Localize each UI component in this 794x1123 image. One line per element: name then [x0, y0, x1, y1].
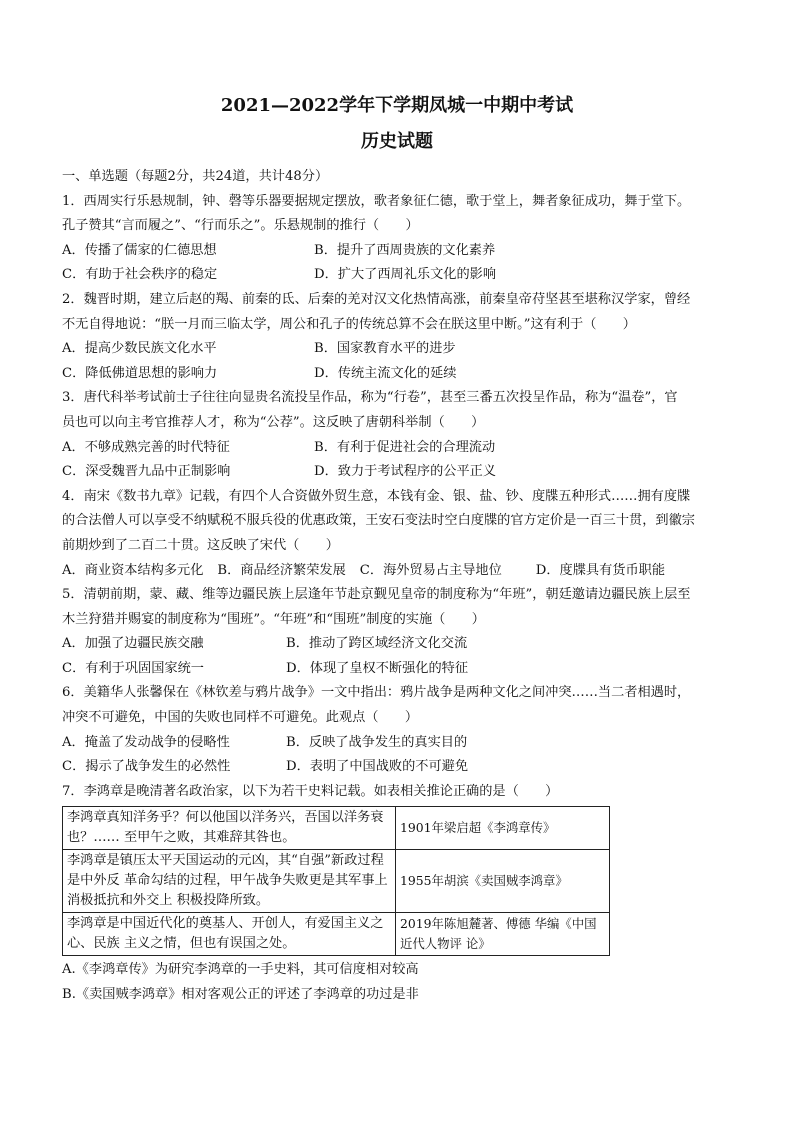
- question-2-option-a: A．提高少数民族文化水平: [62, 341, 217, 357]
- table-cell-content: 李鸿章是中国近代化的奠基人、开创人，有爱国主义之心、民族 主义之情，但也有误国之处。: [63, 913, 396, 956]
- exam-subject: 历史试题: [361, 131, 433, 152]
- table-row: [63, 913, 610, 956]
- question-5-option-c: C．有利于巩固国家统一: [62, 660, 204, 676]
- question-3-options-row-2: [62, 460, 732, 485]
- question-6-options-row-1: [62, 731, 732, 756]
- question-1-option-d: D．扩大了西周礼乐文化的影响: [314, 267, 497, 283]
- question-2-line-2: 不无自得地说：“朕一月而三临太学，周公和孔子的传统总算不会在朕这里中断。”这有利于（ ）: [62, 316, 636, 332]
- question-4-option-a: A．商业资本结构多元化: [62, 562, 204, 578]
- question-5-options-row-1: [62, 632, 732, 657]
- question-6-option-b: B．反映了战争发生的真实目的: [286, 734, 468, 750]
- question-6: [62, 681, 732, 779]
- table-cell-source: 1901年梁启超《李鸿章传》: [396, 807, 610, 850]
- question-3-line-1: 3．唐代科举考试前士子往往向显贵名流投呈作品，称为“行卷”，甚至三番五次投呈作品，称为“温卷”，官: [62, 390, 678, 406]
- question-3-option-a: A．不够成熟完善的时代特征: [62, 439, 230, 455]
- question-4-option-b: B．商品经济繁荣发展: [217, 562, 346, 578]
- question-6-option-c: C．揭示了战争发生的必然性: [62, 759, 231, 775]
- question-5-line-1: 5．清朝前期，蒙、藏、维等边疆民族上层逢年节赴京觐见皇帝的制度称为“年班”，朝廷邀请边疆民族上层至: [62, 587, 691, 603]
- question-1-option-c: C．有助于社会秩序的稳定: [62, 267, 218, 283]
- question-3: [62, 386, 732, 484]
- question-5-line-2: 木兰狩猎并赐宴的制度称为“围班”。“年班”和“围班”制度的实施（ ）: [62, 611, 485, 627]
- question-7-line-1: 7．李鸿章是晚清著名政治家，以下为若干史料记载。如表相关推论正确的是（ ）: [62, 783, 559, 799]
- question-5-option-a: A．加强了边疆民族交融: [62, 636, 204, 652]
- question-6-option-d: D．表明了中国战败的不可避免: [286, 759, 469, 775]
- section-heading: 一、单选题（每题2分，共24道，共计48分）: [62, 169, 329, 184]
- question-4-options-row: [62, 559, 732, 584]
- question-7-option-a: A.《李鸿章传》为研究李鸿章的一手史料，其可信度相对较高: [62, 962, 419, 978]
- question-3-options-row-1: [62, 436, 732, 461]
- question-2-option-b: B．国家教育水平的进步: [314, 341, 456, 357]
- question-2-option-c: C．降低佛道思想的影响力: [62, 365, 218, 381]
- question-7: [62, 780, 732, 1008]
- table-cell-content: 李鸿章是镇压太平天国运动的元凶，其“自强”新政过程是中外反 革命勾结的过程，甲午战争失败更是其军事上消极抵抗和外交上 积极投降所致。: [63, 850, 396, 913]
- question-6-line-1: 6．美籍华人张馨保在《林钦差与鸦片战争》一文中指出：鸦片战争是两种文化之间冲突……当二者相遇时，: [62, 685, 691, 701]
- question-1-options-row-1: [62, 239, 732, 264]
- question-3-option-d: D．致力于考试程序的公平正义: [314, 464, 497, 480]
- question-5-option-b: B．推动了跨区域经济文化交流: [286, 636, 468, 652]
- question-5-options-row-2: [62, 657, 732, 682]
- question-4-option-c: C．海外贸易占主导地位: [359, 562, 502, 578]
- question-4-line-2: 的合法僧人可以享受不纳赋税不服兵役的优惠政策，王安石变法时空白度牒的官方定价是一百三十贯，到徽宗: [62, 513, 695, 529]
- table-cell-source: 1955年胡滨《卖国贼李鸿章》: [396, 850, 610, 913]
- question-6-line-2: 冲突不可避免，中国的失败也同样不可避免。此观点（ ）: [62, 710, 419, 726]
- question-1: [62, 190, 732, 288]
- question-1-option-b: B．提升了西周贵族的文化素养: [314, 242, 496, 258]
- question-2-options-row-1: [62, 337, 732, 362]
- question-1-line-1: 1．西周实行乐悬规制，钟、磬等乐器要据规定摆放，歌者象征仁德，歌于堂上，舞者象征成功，舞于堂下。: [62, 193, 691, 209]
- question-2-options-row-2: [62, 362, 732, 387]
- source-table: [62, 806, 610, 956]
- table-row: [63, 850, 610, 913]
- table-cell-content: 李鸿章真知洋务乎？何以他国以洋务兴，吾国以洋务衰也？…… 至甲午之败，其难辞其咎也。: [63, 807, 396, 850]
- question-3-option-b: B．有利于促进社会的合理流动: [314, 439, 496, 455]
- question-7-option-b: B.《卖国贼李鸿章》相对客观公正的评述了李鸿章的功过是非: [62, 987, 419, 1003]
- question-6-option-a: A．掩盖了发动战争的侵略性: [62, 734, 230, 750]
- question-4-line-1: 4．南宋《数书九章》记载，有四个人合资做外贸生意，本钱有金、银、盐、钞、度牒五种形式……拥有度牒: [62, 488, 691, 504]
- question-1-line-2: 孔子赞其“言而履之”、“行而乐之”。乐悬规制的推行（ ）: [62, 218, 419, 234]
- question-2-option-d: D．传统主流文化的延续: [314, 365, 457, 381]
- exam-title: 2021—2022学年下学期凤城一中期中考试: [220, 95, 574, 116]
- question-2-line-1: 2．魏晋时期，建立后赵的羯、前秦的氐、后秦的羌对汉文化热情高涨，前秦皇帝苻坚甚至堪称汉学家，曾经: [62, 291, 691, 307]
- question-2: [62, 288, 732, 386]
- question-1-option-a: A．传播了儒家的仁德思想: [62, 242, 217, 258]
- question-3-line-2: 员也可以向主考官推荐人才，称为“公荐”。这反映了唐朝科举制（ ）: [62, 414, 485, 430]
- question-4-line-3: 前期炒到了二百二十贯。这反映了宋代（ ）: [62, 537, 339, 553]
- question-4-option-d: D．度牒具有货币职能: [535, 562, 666, 578]
- question-3-option-c: C．深受魏晋九品中正制影响: [62, 464, 231, 480]
- question-4: [62, 485, 732, 583]
- question-1-options-row-2: [62, 263, 732, 288]
- table-cell-source: 2019年陈旭麓著、傅德 华编《中国近代人物评 论》: [396, 913, 610, 956]
- question-5: [62, 583, 732, 681]
- question-6-options-row-2: [62, 755, 732, 780]
- question-5-option-d: D．体现了皇权不断强化的特征: [286, 660, 469, 676]
- table-row: [63, 807, 610, 850]
